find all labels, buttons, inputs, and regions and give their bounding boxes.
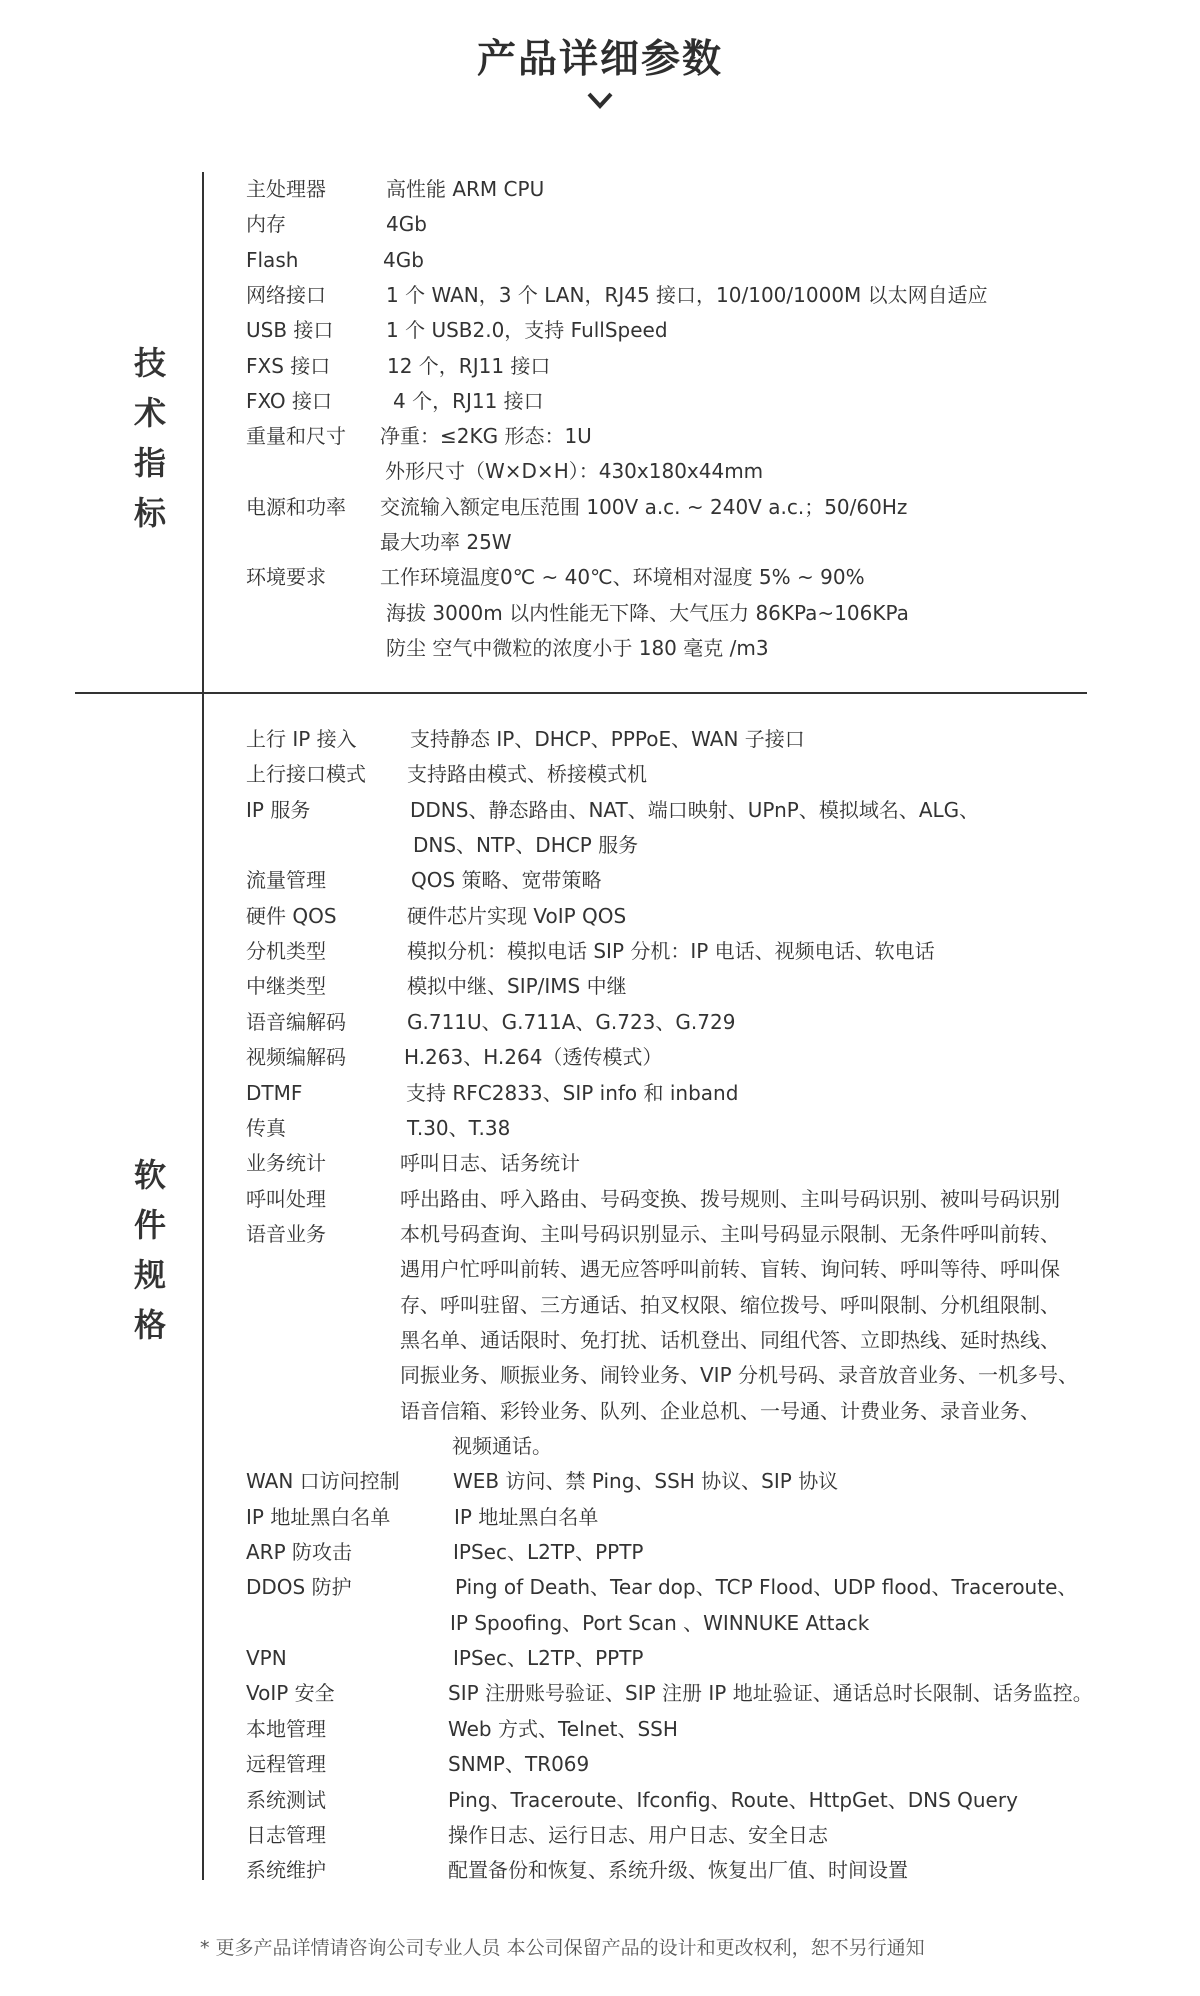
software-spec-key: DTMF <box>246 1080 303 1105</box>
software-spec-key: 呼叫处理 <box>246 1186 326 1211</box>
software-spec-value: 呼叫日志、话务统计 <box>400 1151 580 1176</box>
software-spec-key: 语音编解码 <box>246 1009 346 1034</box>
software-spec-key: WAN 口访问控制 <box>246 1469 400 1494</box>
tech-spec-value: 12 个，RJ11 接口 <box>387 353 551 378</box>
software-spec-value: 同振业务、顺振业务、闹铃业务、VIP 分机号码、录音放音业务、一机多号、 <box>400 1363 1078 1388</box>
software-spec-value: QOS 策略、宽带策略 <box>411 868 602 893</box>
software-spec-row <box>0 1783 1200 1818</box>
software-spec-value: IPSec、L2TP、PPTP <box>453 1646 644 1671</box>
tech-spec-key: 主处理器 <box>246 177 326 201</box>
software-spec-row <box>0 1853 1200 1888</box>
section-label-tech: 技 术 指 标 <box>133 344 166 532</box>
tech-spec-value: 工作环境温度0℃ ~ 40℃、环境相对湿度 5% ~ 90% <box>380 565 865 590</box>
software-spec-row <box>0 863 1200 898</box>
software-spec-value: 操作日志、运行日志、用户日志、安全日志 <box>448 1822 828 1847</box>
software-spec-value: 配置备份和恢复、系统升级、恢复出厂值、时间设置 <box>448 1858 908 1883</box>
tech-spec-row <box>0 419 1200 454</box>
software-spec-row <box>0 969 1200 1004</box>
software-spec-key: 视频编解码 <box>246 1045 346 1070</box>
software-spec-value: IP 地址黑白名单 <box>454 1504 599 1529</box>
software-spec-row <box>0 1676 1200 1711</box>
software-spec-value: 模拟分机：模拟电话 SIP 分机：IP 电话、视频电话、软电话 <box>407 939 935 964</box>
tech-spec-row <box>0 172 1200 207</box>
software-spec-value: 模拟中继、SIP/IMS 中继 <box>407 974 627 999</box>
tech-spec-row <box>0 207 1200 242</box>
software-spec-row <box>0 1500 1200 1535</box>
software-spec-row <box>0 828 1200 863</box>
tech-spec-key: FXO 接口 <box>246 388 333 413</box>
software-spec-value: DDNS、静态路由、NAT、端口映射、UPnP、模拟域名、ALG、 <box>410 797 980 822</box>
tech-spec-value: 1 个 WAN，3 个 LAN，RJ45 接口，10/100/1000M 以太网自适应 <box>386 282 988 307</box>
software-spec-value: 支持 RFC2833、SIP info 和 inband <box>406 1080 739 1105</box>
software-spec-key: 语音业务 <box>246 1221 326 1246</box>
tech-spec-key: 重量和尺寸 <box>246 424 346 449</box>
software-spec-row <box>0 1252 1200 1287</box>
software-spec-row <box>0 1076 1200 1111</box>
software-spec-row <box>0 1570 1200 1605</box>
tech-spec-key: 环境要求 <box>246 565 326 590</box>
tech-spec-row <box>0 490 1200 525</box>
software-spec-row <box>0 722 1200 757</box>
software-spec-key: 系统维护 <box>246 1858 326 1883</box>
software-spec-value: 支持路由模式、桥接模式机 <box>407 762 647 787</box>
tech-spec-key: FXS 接口 <box>246 353 331 378</box>
software-spec-row <box>0 1323 1200 1358</box>
software-spec-row <box>0 1712 1200 1747</box>
software-spec-row <box>0 1288 1200 1323</box>
software-spec-row <box>0 1464 1200 1499</box>
software-spec-row <box>0 934 1200 969</box>
software-spec-value: 存、呼叫驻留、三方通话、拍叉权限、缩位拨号、呼叫限制、分机组限制、 <box>400 1292 1060 1317</box>
software-spec-value: 视频通话。 <box>452 1434 552 1458</box>
software-spec-value: G.711U、G.711A、G.723、G.729 <box>407 1009 736 1034</box>
software-spec-key: 业务统计 <box>246 1151 326 1176</box>
software-spec-row <box>0 1146 1200 1181</box>
tech-spec-value: 4 个，RJ11 接口 <box>393 388 544 413</box>
software-spec-key: 系统测试 <box>246 1787 326 1812</box>
software-spec-row <box>0 1040 1200 1075</box>
software-spec-value: 呼出路由、呼入路由、号码变换、拨号规则、主叫号码识别、被叫号码识别 <box>400 1186 1060 1211</box>
software-spec-value: IP Spoofing、Port Scan 、WINNUKE Attack <box>450 1610 870 1635</box>
page-title: 产品详细参数 <box>476 37 723 82</box>
software-spec-value: T.30、T.38 <box>407 1115 511 1140</box>
tech-spec-row <box>0 384 1200 419</box>
tech-spec-key: 电源和功率 <box>246 494 346 519</box>
software-spec-row <box>0 1535 1200 1570</box>
software-spec-key: IP 地址黑白名单 <box>246 1504 391 1529</box>
software-spec-key: VoIP 安全 <box>246 1681 335 1706</box>
tech-spec-row <box>0 349 1200 384</box>
tech-spec-value: 4Gb <box>386 212 427 237</box>
software-spec-row <box>0 1429 1200 1464</box>
software-spec-value: IPSec、L2TP、PPTP <box>453 1540 644 1565</box>
software-spec-row <box>0 757 1200 792</box>
tech-spec-row <box>0 560 1200 595</box>
software-spec-value: SNMP、TR069 <box>448 1752 590 1777</box>
software-spec-key: 上行 IP 接入 <box>246 727 357 751</box>
tech-spec-key: 内存 <box>246 212 286 237</box>
tech-spec-key: Flash <box>246 247 299 272</box>
software-spec-row <box>0 1005 1200 1040</box>
chevron-down-icon <box>586 86 614 114</box>
software-spec-row <box>0 793 1200 828</box>
tech-spec-row <box>0 278 1200 313</box>
software-spec-key: 分机类型 <box>246 939 326 964</box>
tech-spec-row <box>0 454 1200 489</box>
software-spec-key: 传真 <box>246 1115 286 1140</box>
tech-spec-value: 海拔 3000m 以内性能无下降、大气压力 86KPa~106KPa <box>386 600 909 625</box>
software-spec-value: 硬件芯片实现 VoIP QOS <box>407 903 627 928</box>
software-spec-key: 远程管理 <box>246 1752 326 1777</box>
software-spec-key: IP 服务 <box>246 797 311 822</box>
software-spec-key: DDOS 防护 <box>246 1575 352 1600</box>
software-spec-key: 本地管理 <box>246 1716 326 1741</box>
software-spec-value: 黑名单、通话限时、免打扰、话机登出、同组代答、立即热线、延时热线、 <box>400 1327 1060 1352</box>
software-spec-key: 流量管理 <box>246 868 326 893</box>
software-spec-row <box>0 899 1200 934</box>
software-spec-row <box>0 1606 1200 1641</box>
tech-spec-row <box>0 313 1200 348</box>
tech-spec-key: 网络接口 <box>246 282 326 307</box>
software-spec-key: VPN <box>246 1646 287 1671</box>
tech-spec-key: USB 接口 <box>246 318 334 343</box>
tech-spec-row <box>0 596 1200 631</box>
software-spec-row <box>0 1217 1200 1252</box>
software-spec-value: Ping of Death、Tear dop、TCP Flood、UDP flood、Traceroute、 <box>455 1575 1078 1600</box>
software-spec-row <box>0 1358 1200 1393</box>
software-spec-value: 本机号码查询、主叫号码识别显示、主叫号码显示限制、无条件呼叫前转、 <box>400 1221 1060 1246</box>
software-spec-row <box>0 1641 1200 1676</box>
software-spec-value: 语音信箱、彩铃业务、队列、企业总机、一号通、计费业务、录音业务、 <box>400 1398 1040 1423</box>
tech-spec-value: 防尘 空气中微粒的浓度小于 180 毫克 /m3 <box>386 635 769 660</box>
software-spec-row <box>0 1818 1200 1853</box>
software-spec-value: SIP 注册账号验证、SIP 注册 IP 地址验证、通话总时长限制、话务监控。 <box>448 1681 1093 1706</box>
software-spec-row <box>0 1111 1200 1146</box>
software-spec-value: DNS、NTP、DHCP 服务 <box>413 833 639 858</box>
software-spec-value: Web 方式、Telnet、SSH <box>448 1716 678 1741</box>
software-spec-value: Ping、Traceroute、Ifconfig、Route、HttpGet、DNS Query <box>448 1787 1018 1812</box>
tech-spec-value: 最大功率 25W <box>380 530 512 554</box>
tech-spec-value: 1 个 USB2.0，支持 FullSpeed <box>386 318 668 343</box>
tech-spec-value: 净重：≤2KG 形态：1U <box>380 424 592 449</box>
software-spec-key: 中继类型 <box>246 974 326 999</box>
software-spec-row <box>0 1747 1200 1782</box>
tech-spec-row <box>0 243 1200 278</box>
software-spec-value: 遇用户忙呼叫前转、遇无应答呼叫前转、盲转、询问转、呼叫等待、呼叫保 <box>400 1257 1060 1282</box>
software-spec-key: 日志管理 <box>246 1822 326 1847</box>
section-divider <box>75 692 1087 694</box>
tech-spec-row <box>0 631 1200 666</box>
tech-spec-value: 4Gb <box>383 247 424 272</box>
software-spec-key: ARP 防攻击 <box>246 1540 352 1565</box>
tech-spec-value: 外形尺寸（W×D×H）：430x180x44mm <box>385 459 764 484</box>
software-spec-key: 硬件 QOS <box>246 903 337 928</box>
tech-spec-value: 交流输入额定电压范围 100V a.c. ~ 240V a.c.；50/60Hz <box>380 494 908 519</box>
software-spec-value: 支持静态 IP、DHCP、PPPoE、WAN 子接口 <box>410 727 805 751</box>
footer-note: * 更多产品详情请咨询公司专业人员 本公司保留产品的设计和更改权利，恕不另行通知 <box>200 1937 925 1959</box>
software-spec-key: 上行接口模式 <box>246 762 366 787</box>
software-spec-value: WEB 访问、禁 Ping、SSH 协议、SIP 协议 <box>453 1469 839 1494</box>
tech-spec-row <box>0 525 1200 560</box>
section-label-software: 软 件 规 格 <box>133 1156 166 1344</box>
software-spec-row <box>0 1394 1200 1429</box>
software-spec-row <box>0 1182 1200 1217</box>
tech-spec-value: 高性能 ARM CPU <box>386 177 545 201</box>
software-spec-value: H.263、H.264（透传模式） <box>404 1045 663 1070</box>
